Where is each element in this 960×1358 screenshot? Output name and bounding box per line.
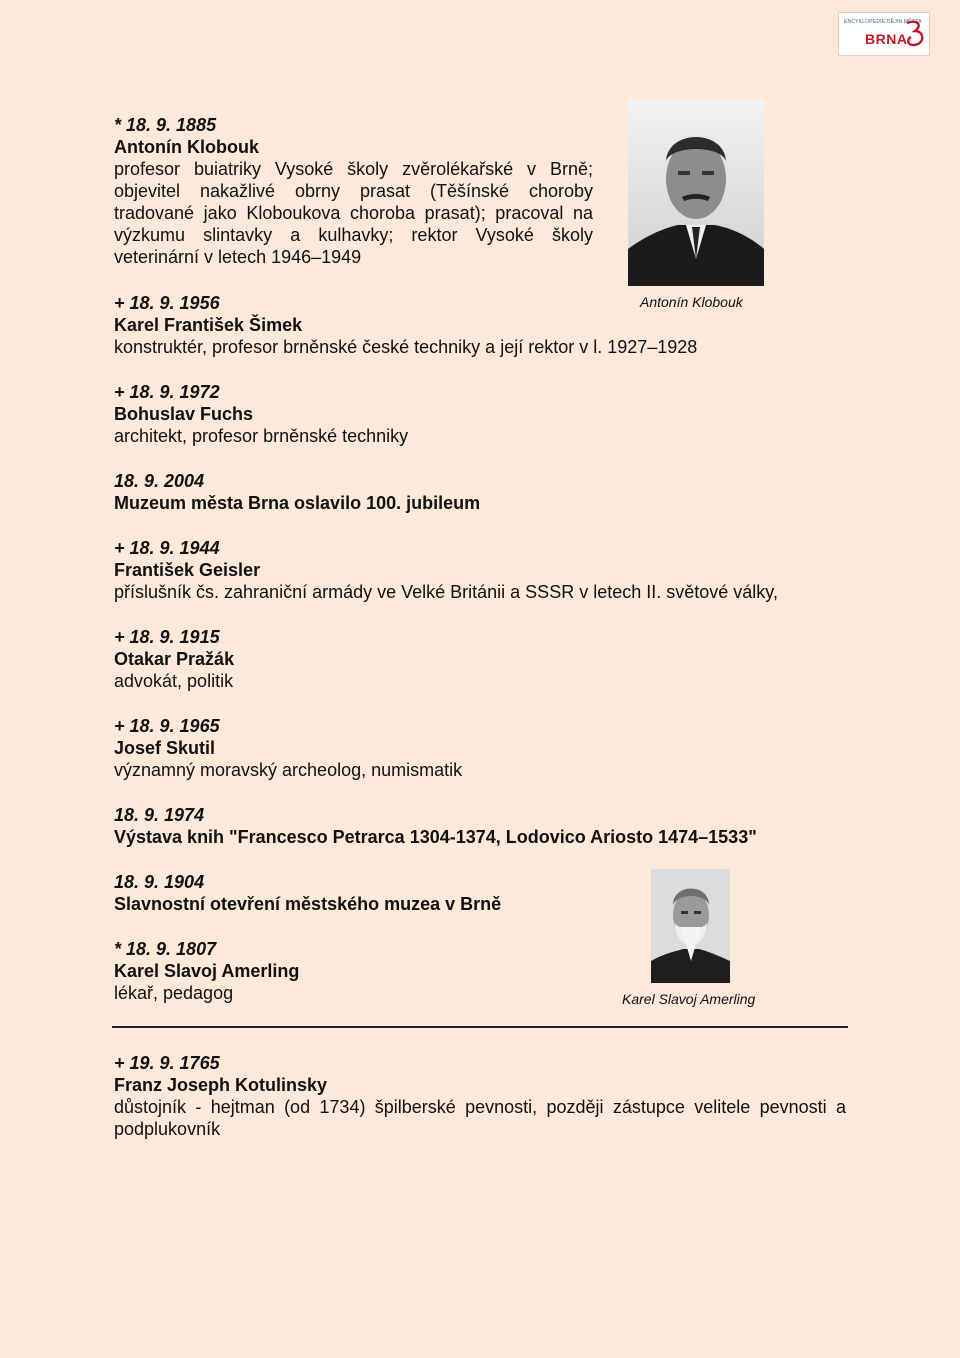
entry-description: důstojník - hejtman (od 1734) špilberské pevnosti, později zástupce velitele pevnosti a podplukovník bbox=[114, 1097, 846, 1139]
entry-name: Karel Slavoj Amerling bbox=[114, 961, 300, 981]
entry-date: + 18. 9. 1965 bbox=[114, 716, 220, 736]
entry-name: František Geisler bbox=[114, 560, 261, 580]
entry-name: Josef Skutil bbox=[114, 738, 216, 758]
entry-date: + 18. 9. 1972 bbox=[114, 382, 220, 402]
entry-description: významný moravský archeolog, numismatik bbox=[114, 760, 463, 780]
entry-description: lékař, pedagog bbox=[114, 983, 234, 1003]
entry-date: 18. 9. 2004 bbox=[114, 471, 205, 491]
logo-swirl-icon bbox=[903, 17, 927, 51]
entry-name: Bohuslav Fuchs bbox=[114, 404, 254, 424]
entry-description: architekt, profesor brněnské techniky bbox=[114, 426, 409, 446]
entry-description: konstruktér, profesor brněnské české techniky a její rektor v l. 1927–1928 bbox=[114, 337, 698, 357]
entry-date: + 18. 9. 1956 bbox=[114, 293, 220, 313]
caption-klobouk: Antonín Klobouk bbox=[640, 294, 743, 310]
entry-name: Karel František Šimek bbox=[114, 315, 303, 335]
entry-date: + 18. 9. 1915 bbox=[114, 627, 220, 647]
entry-date: * 18. 9. 1885 bbox=[114, 115, 217, 135]
entry-name: Franz Joseph Kotulinsky bbox=[114, 1075, 328, 1095]
entry-description: advokát, politik bbox=[114, 671, 234, 691]
entry-name: Výstava knih "Francesco Petrarca 1304-1374, Lodovico Ariosto 1474–1533" bbox=[114, 827, 757, 847]
entry-date: 18. 9. 1904 bbox=[114, 872, 205, 892]
encyclopedia-logo[interactable] bbox=[838, 12, 930, 56]
entry-name: Antonín Klobouk bbox=[114, 137, 259, 157]
entry-name: Otakar Pražák bbox=[114, 649, 235, 669]
portrait-antonin-klobouk bbox=[628, 99, 764, 286]
entry-name: Slavnostní otevření městského muzea v Brně bbox=[114, 894, 502, 914]
entry-date: 18. 9. 1974 bbox=[114, 805, 205, 825]
entry-date: * 18. 9. 1807 bbox=[114, 939, 217, 959]
portrait-karel-slavoj-amerling bbox=[651, 869, 730, 983]
entry-date: + 19. 9. 1765 bbox=[114, 1053, 220, 1073]
entry-date: + 18. 9. 1944 bbox=[114, 538, 220, 558]
logo-big-text: BRNA bbox=[865, 31, 908, 47]
section-divider bbox=[112, 1026, 848, 1028]
entry-description: profesor buiatriky Vysoké školy zvěrolékařské v Brně; objevitel nakažlivé obrny prasat (Těšínské choroby tradované jako Kloboukova choroba prasat); pracoval na výzkumu slintavky a kulhavky; rektor Vysoké školy veterinární v letech 1946–1949 bbox=[114, 159, 593, 267]
entry-name: Muzeum města Brna oslavilo 100. jubileum bbox=[114, 493, 481, 513]
logo-small-text: ENCYKLOPEDIE DĚJIN MĚSTA bbox=[844, 19, 922, 25]
caption-amerling: Karel Slavoj Amerling bbox=[622, 991, 756, 1007]
entry-description: příslušník čs. zahraniční armády ve Velké Británii a SSSR v letech II. světové války, bbox=[114, 582, 778, 602]
